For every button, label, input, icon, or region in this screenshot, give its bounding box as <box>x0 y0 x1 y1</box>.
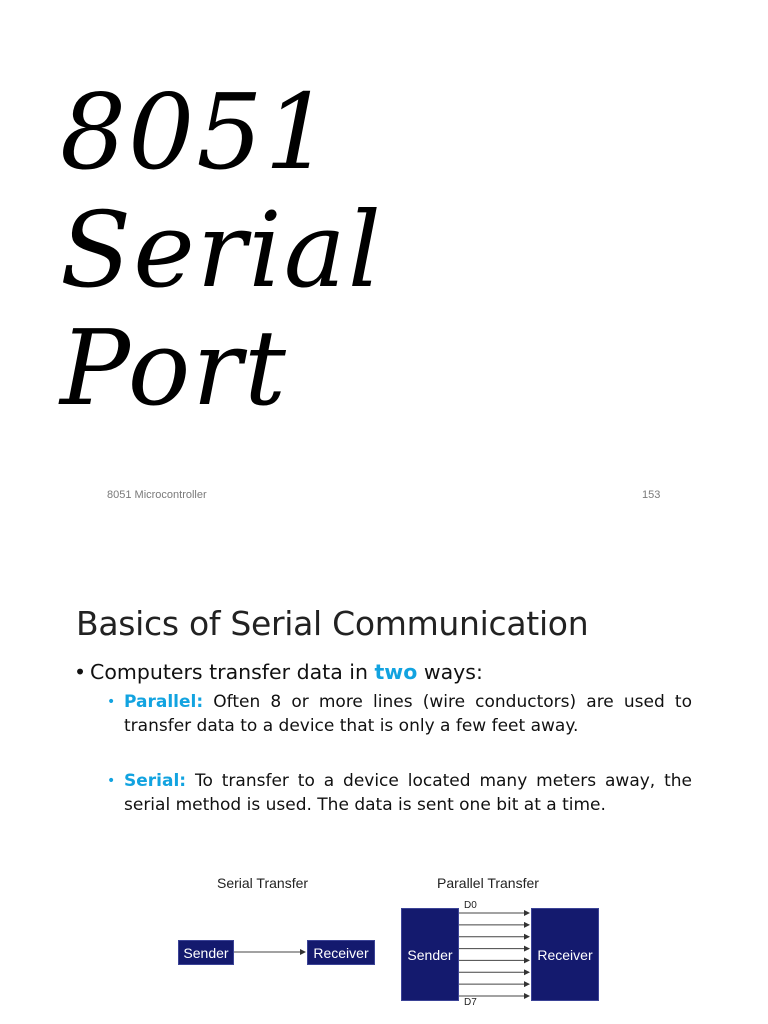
footer-course-name: 8051 Microcontroller <box>107 489 207 501</box>
d0-label: D0 <box>464 900 477 911</box>
main-bullet-suffix: ways: <box>417 660 483 684</box>
parallel-receiver-box: Receiver <box>531 908 599 1001</box>
main-bullet-highlight: two <box>374 660 418 684</box>
sub-bullet-term: Parallel: <box>124 692 204 712</box>
parallel-sender-box: Sender <box>401 908 459 1001</box>
bullet-dot: • <box>74 660 87 684</box>
title-line-1: 8051 <box>60 71 333 193</box>
parallel-arrows <box>459 913 529 996</box>
serial-receiver-box: Receiver <box>307 940 375 965</box>
main-bullet-prefix: Computers transfer data in <box>90 660 375 684</box>
title-line-2: Serial <box>60 189 384 311</box>
sub-bullet-body: Often 8 or more lines (wire conductors) are used to transfer data to a device that is only a few feet away. <box>124 692 692 736</box>
title-line-3: Port <box>60 307 288 429</box>
sub-bullet-dot: • <box>107 694 116 710</box>
serial-transfer-title: Serial Transfer <box>217 875 309 891</box>
sub-bullet-body: To transfer to a device located many meters away, the serial method is used. The data is sent one bit at a time. <box>124 771 692 815</box>
sub-bullet-dot: • <box>107 773 116 789</box>
footer-page-number: 153 <box>642 489 661 501</box>
serial-sender-box: Sender <box>178 940 234 965</box>
transfer-lines <box>0 540 768 1024</box>
sub-bullet-term: Serial: <box>124 771 187 791</box>
slide-heading: Basics of Serial Communication <box>76 604 589 643</box>
parallel-transfer-title: Parallel Transfer <box>437 875 539 891</box>
content-slide <box>0 540 768 1024</box>
d7-label: D7 <box>464 997 477 1008</box>
